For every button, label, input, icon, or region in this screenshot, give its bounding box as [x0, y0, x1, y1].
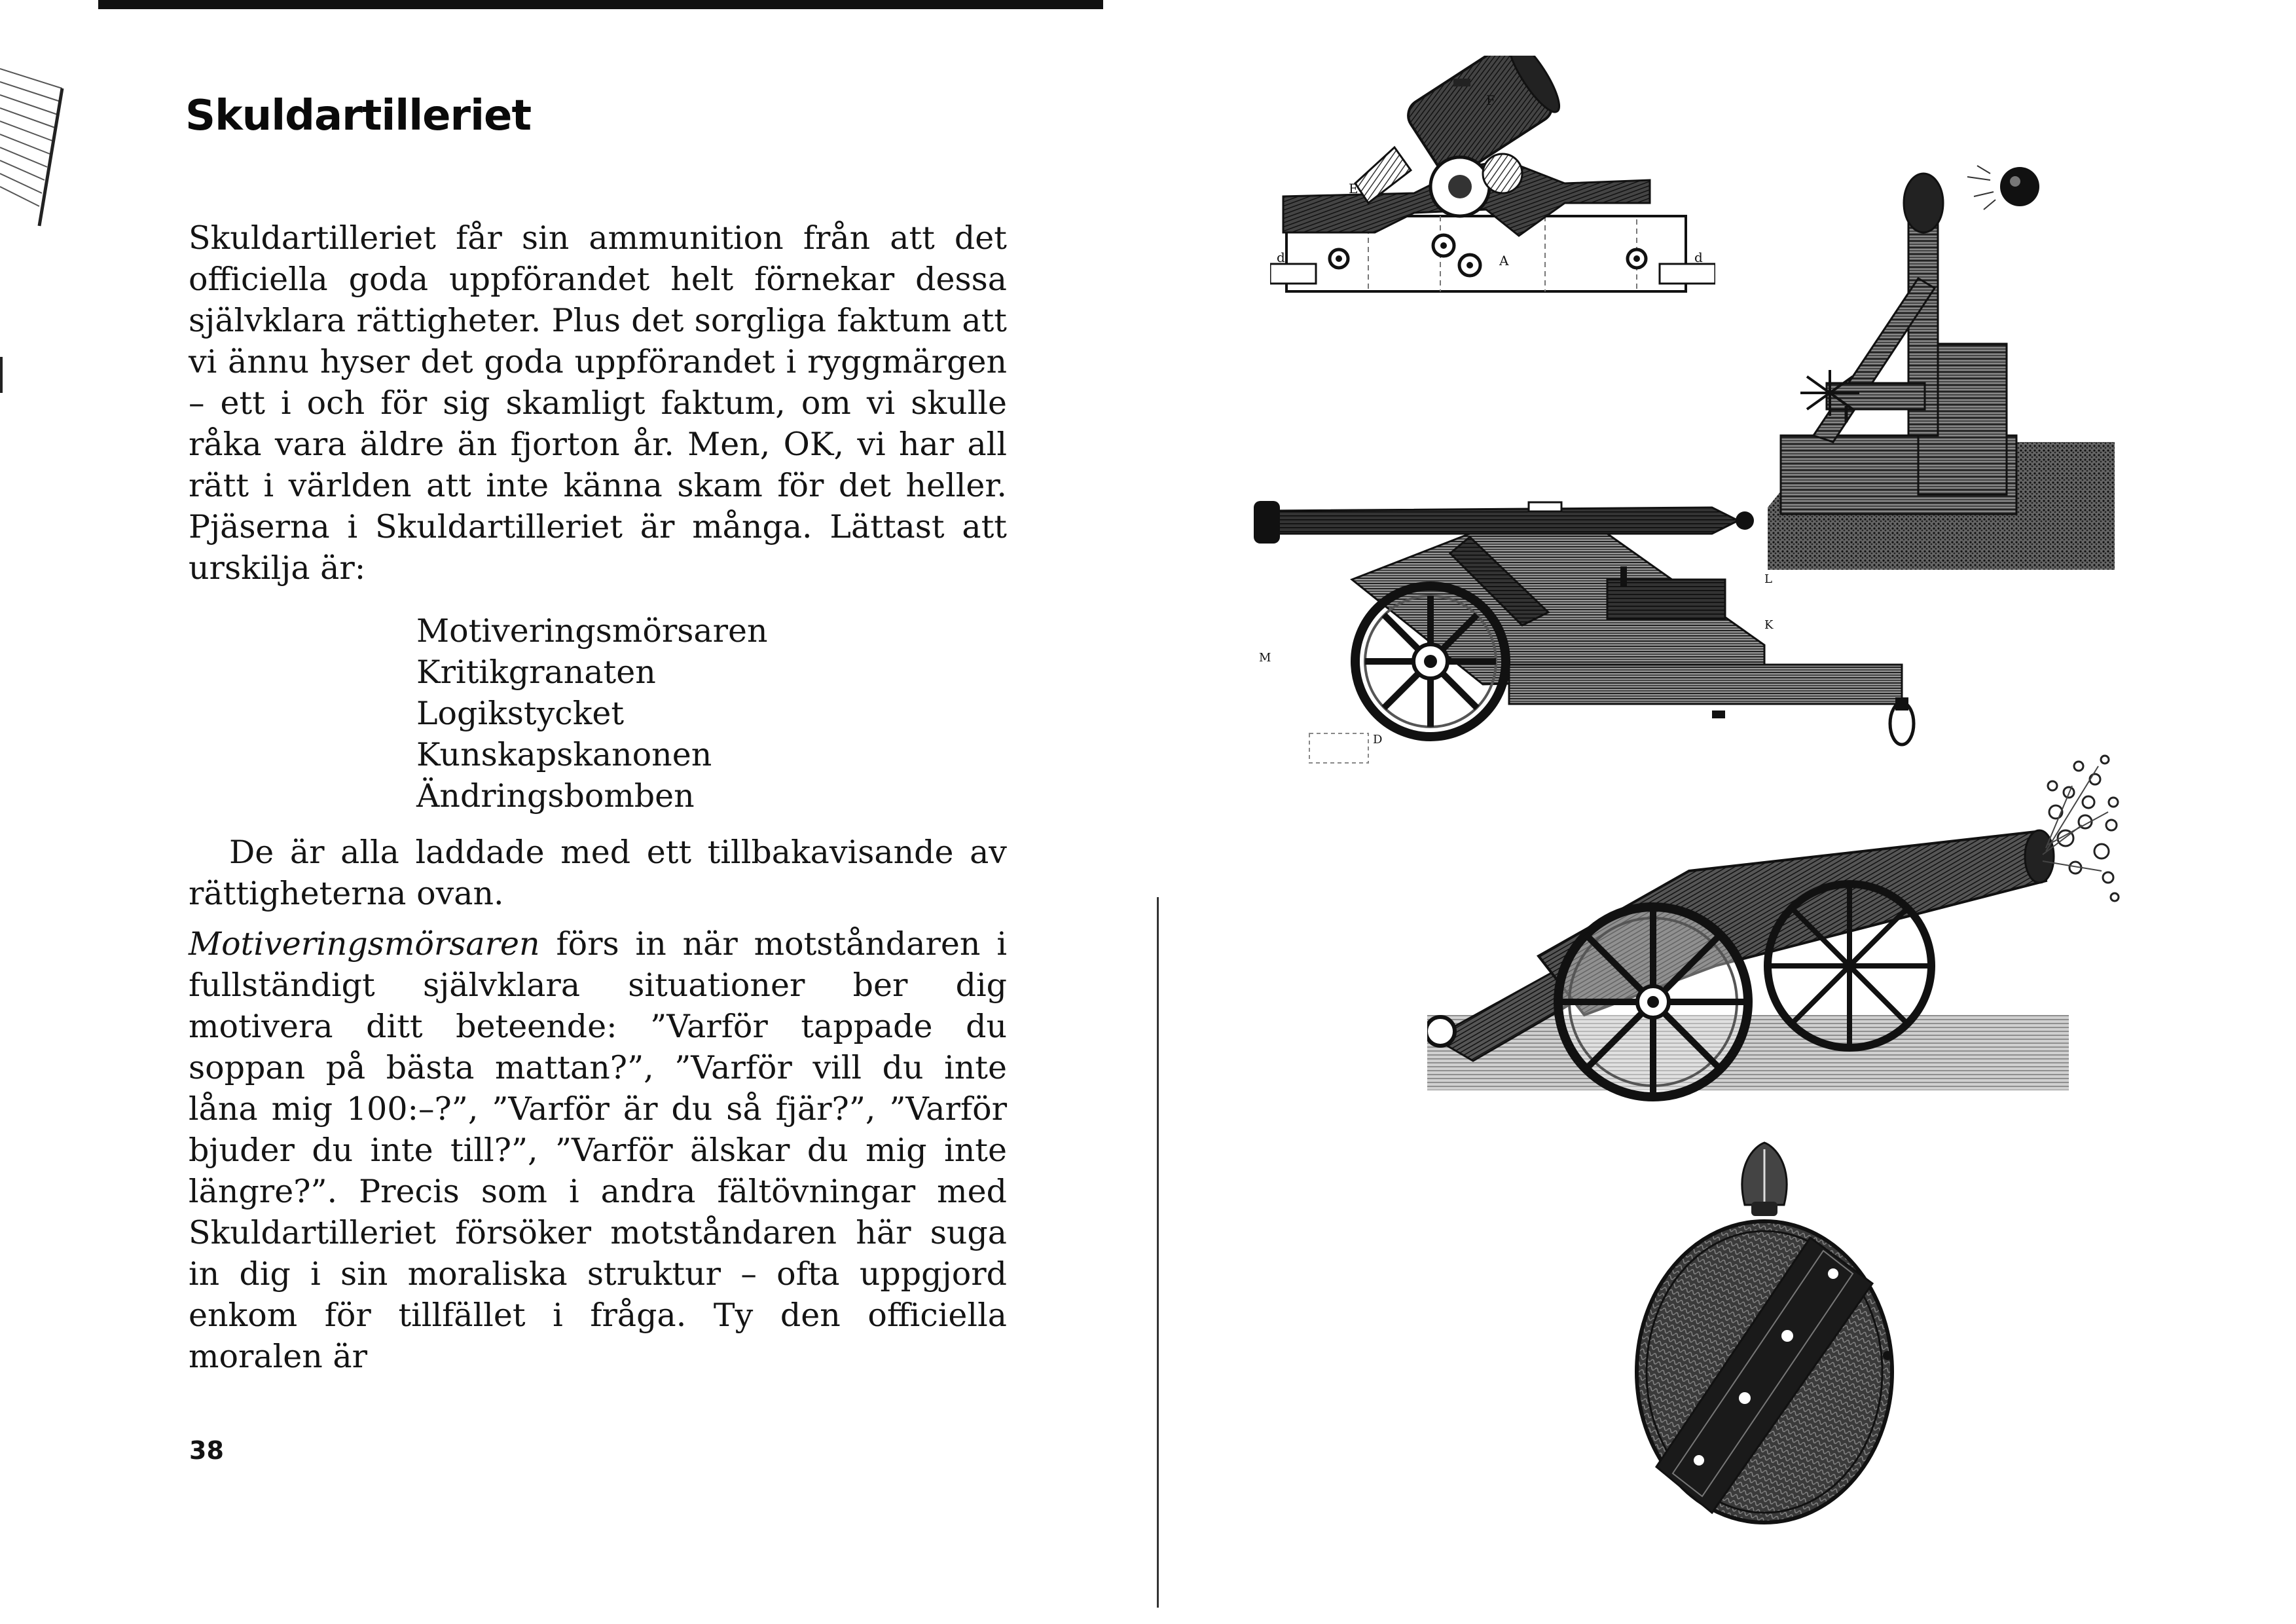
illustration-label: A: [1499, 253, 1509, 268]
page-edge-shadow: [0, 62, 69, 232]
flower-cannon-illustration: [1427, 740, 2121, 1107]
right-page: [1159, 0, 2296, 1624]
field-cannon-illustration: [1254, 488, 1935, 769]
locket-illustration: [1627, 1139, 1915, 1532]
illustration-label: E: [1349, 181, 1358, 196]
cannon-wheel-back: [1768, 884, 1931, 1048]
illustration-label: M: [1259, 651, 1271, 665]
illustration-label: d: [1694, 249, 1703, 265]
illustration-label: d: [1277, 249, 1285, 265]
illustration-label: F: [1486, 92, 1495, 108]
chapter-title: Skuldartilleriet: [185, 92, 532, 140]
cannon-wheel-front: [1558, 907, 1748, 1097]
flower-spray: [2048, 756, 2119, 901]
mortar-paragraph-text: förs in när motståndaren i fullständigt självklara situationer ber dig motivera ditt beteende: ”Varför tappade du soppan på bästa mattan?”, ”Varför vill du inte låna mig 100:–?”, ”Varför är du så fjär?”, ”Varför bjuder du inte till?”, ”Varför älskar du mig inte längre?”. Precis som i andra fältövningar med Skuldartilleriet försöker motståndaren här suga in dig i sin moraliska struktur – ofta uppgjord enkom för tillfället i fråga. Ty den officiella moralen är: [189, 925, 1007, 1375]
italic-term: Motiveringsmörsaren: [189, 925, 540, 963]
illustration-label: L: [1764, 572, 1772, 586]
mortar-paragraph: [189, 923, 1007, 1377]
mortar-illustration: [1270, 56, 1715, 304]
list-item: Kritikgranaten: [416, 654, 656, 691]
list-item: Logikstycket: [416, 695, 625, 732]
list-item: Kunskapskanonen: [416, 736, 712, 773]
list-item: Motiveringsmörsaren: [416, 612, 768, 650]
illustration-label: K: [1764, 618, 1774, 632]
illustration-label: D: [1373, 733, 1383, 747]
cannon-wheel: [1355, 586, 1506, 737]
summary-paragraph: De är alla laddade med ett tillbakavisande av rättigheterna ovan.: [189, 834, 1007, 912]
margin-mark: [0, 357, 3, 393]
page-number: 38: [189, 1436, 224, 1465]
list-item: Ändringsbomben: [416, 777, 695, 815]
weapon-list: [416, 610, 768, 817]
intro-paragraph: Skuldartilleriet får sin ammunition från att det officiella goda uppförandet helt förnekar dessa självklara rättigheter. Plus det sorgliga faktum att vi ännu hyser det goda uppförandet i ryggmärgen – ett i och för sig skamligt faktum, om vi skulle råka vara äldre än fjorton år. Men, OK, vi har all rätt i världen att inte känna skam för det heller. Pjäserna i Skuldartilleriet är många. Lättast att urskilja är:: [189, 219, 1007, 587]
